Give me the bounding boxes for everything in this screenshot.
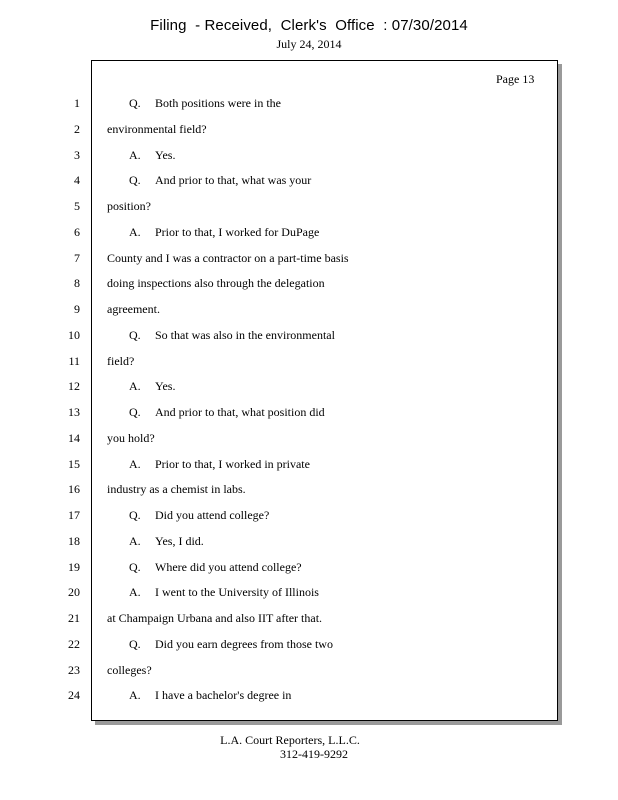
- transcript-date: July 24, 2014: [276, 37, 342, 51]
- speaker-label: A.: [129, 534, 141, 548]
- line-number: 13: [68, 405, 80, 419]
- transcript-line: [129, 508, 269, 523]
- transcript-line: [107, 302, 160, 317]
- line-text: Prior to that, I worked in private: [155, 457, 310, 471]
- line-text: doing inspections also through the delegation: [107, 276, 325, 290]
- transcript-line: [129, 225, 319, 240]
- transcript-line: [129, 405, 325, 420]
- speaker-label: A.: [129, 585, 141, 599]
- line-number: 11: [68, 354, 80, 368]
- line-text: Yes, I did.: [155, 534, 204, 548]
- transcript-line: [129, 534, 204, 549]
- line-text: And prior to that, what position did: [155, 405, 325, 419]
- transcript-line: [107, 354, 134, 369]
- filing-stamp: Filing - Received, Clerk's Office : 07/30/2014: [150, 17, 468, 34]
- line-number: 23: [68, 663, 80, 677]
- line-number: 18: [68, 534, 80, 548]
- line-number: 8: [74, 276, 80, 290]
- line-number: 17: [68, 508, 80, 522]
- speaker-label: A.: [129, 379, 141, 393]
- line-text: So that was also in the environmental: [155, 328, 335, 342]
- transcript-line: [107, 199, 151, 214]
- line-text: Did you earn degrees from those two: [155, 637, 333, 651]
- line-text: County and I was a contractor on a part-time basis: [107, 251, 349, 265]
- line-text: position?: [107, 199, 151, 213]
- line-text: Yes.: [155, 379, 176, 393]
- line-text: I went to the University of Illinois: [155, 585, 319, 599]
- speaker-label: Q.: [129, 328, 141, 342]
- speaker-label: Q.: [129, 508, 141, 522]
- line-number: 14: [68, 431, 80, 445]
- line-number: 16: [68, 482, 80, 496]
- speaker-label: Q.: [129, 637, 141, 651]
- line-text: at Champaign Urbana and also IIT after that.: [107, 611, 323, 625]
- line-number: 10: [68, 328, 80, 342]
- line-number: 4: [74, 173, 80, 187]
- speaker-label: A.: [129, 225, 141, 239]
- line-number: 5: [74, 199, 80, 213]
- speaker-label: Q.: [129, 405, 141, 419]
- line-number: 1: [74, 96, 80, 110]
- speaker-label: A.: [129, 688, 141, 702]
- line-number: 6: [74, 225, 80, 239]
- transcript-line: [107, 431, 155, 446]
- line-text: field?: [107, 354, 135, 368]
- footer-phone: 312-419-9292: [280, 747, 348, 761]
- line-number: 21: [68, 611, 80, 625]
- line-text: Where did you attend college?: [155, 560, 302, 574]
- speaker-label: Q.: [129, 96, 141, 110]
- line-number: 22: [68, 637, 80, 651]
- transcript-line: [129, 379, 175, 394]
- page-number: Page 13: [496, 72, 535, 86]
- line-number: 15: [68, 457, 80, 471]
- line-number: 19: [68, 560, 80, 574]
- line-number: 2: [74, 122, 80, 136]
- transcript-line: [129, 688, 291, 703]
- transcript-line: [107, 663, 152, 678]
- transcript-line: [107, 482, 246, 497]
- line-number: 12: [68, 379, 80, 393]
- transcript-line: [129, 173, 311, 188]
- footer-company: L.A. Court Reporters, L.L.C.: [220, 733, 360, 747]
- transcript-line: [107, 276, 325, 291]
- transcript-line: [129, 560, 302, 575]
- transcript-line: [129, 585, 319, 600]
- line-text: you hold?: [107, 431, 155, 445]
- line-text: Did you attend college?: [155, 508, 270, 522]
- line-text: I have a bachelor's degree in: [155, 688, 292, 702]
- speaker-label: A.: [129, 457, 141, 471]
- transcript-line: [129, 148, 175, 163]
- line-text: colleges?: [107, 663, 152, 677]
- transcript-line: [129, 96, 281, 111]
- transcript-line: [107, 611, 322, 626]
- line-text: Both positions were in the: [155, 96, 281, 110]
- line-text: Prior to that, I worked for DuPage: [155, 225, 320, 239]
- speaker-label: A.: [129, 148, 141, 162]
- transcript-line: [129, 457, 310, 472]
- line-text: agreement.: [107, 302, 160, 316]
- speaker-label: Q.: [129, 560, 141, 574]
- line-number: 20: [68, 585, 80, 599]
- transcript-line: [129, 637, 333, 652]
- transcript-line: [129, 328, 335, 343]
- line-text: industry as a chemist in labs.: [107, 482, 246, 496]
- line-number: 3: [74, 148, 80, 162]
- line-number: 9: [74, 302, 80, 316]
- transcript-line: [107, 251, 349, 266]
- line-number: 24: [68, 688, 80, 702]
- speaker-label: Q.: [129, 173, 141, 187]
- line-text: environmental field?: [107, 122, 207, 136]
- transcript-line: [107, 122, 207, 137]
- line-text: And prior to that, what was your: [155, 173, 312, 187]
- line-number: 7: [74, 251, 80, 265]
- line-text: Yes.: [155, 148, 176, 162]
